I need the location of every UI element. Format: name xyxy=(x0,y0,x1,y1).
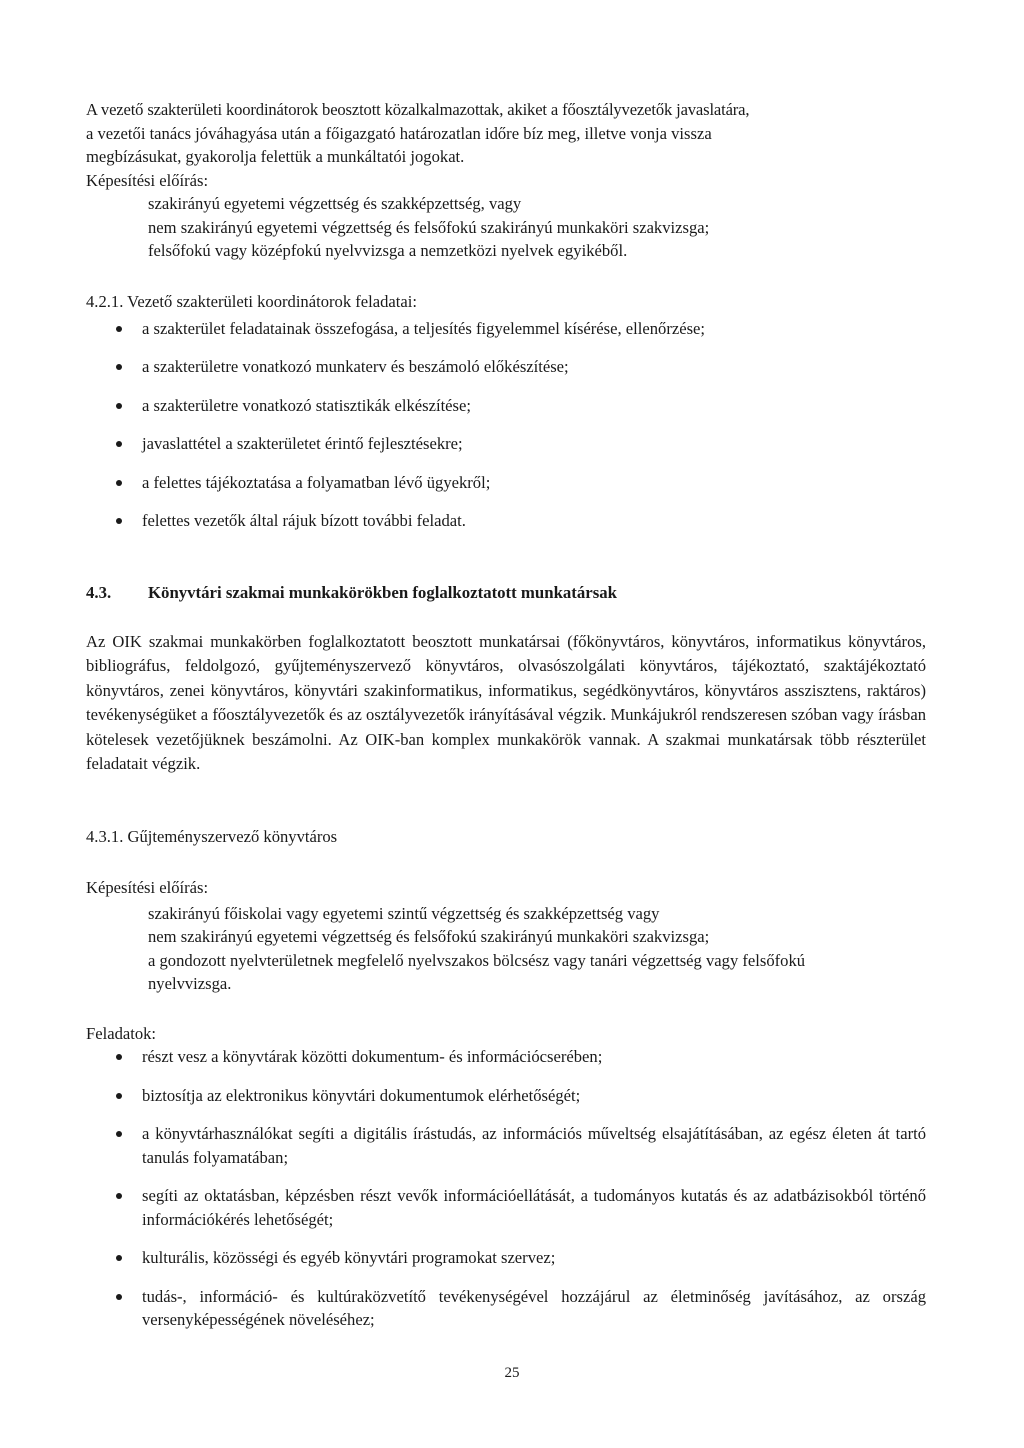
list-item: a könyvtárhasználókat segíti a digitális írástudás, az információs műveltség elsajátításában, az egész életen át tartó tanulás folyamatában; xyxy=(114,1122,926,1169)
section-number: 4.3. xyxy=(86,583,112,602)
section-4-3-1-qualification xyxy=(86,876,924,996)
list-item: a szakterület feladatainak összefogása, a teljesítés figyelemmel kísérése, ellenőrzése; xyxy=(114,317,924,341)
qualification-line: nem szakirányú egyetemi végzettség és felsőfokú szakirányú munkaköri szakvizsga; xyxy=(148,927,710,946)
qualification-label: Képesítési előírás: xyxy=(86,170,209,190)
list-item: felettes vezetők által rájuk bízott további feladat. xyxy=(114,509,924,533)
qualification-label: Képesítési előírás: xyxy=(86,878,209,897)
page-number: 25 xyxy=(504,1365,520,1381)
intro-paragraph xyxy=(86,98,924,263)
section-title: 4.2.1. Vezető szakterületi koordinátorok feladatai: xyxy=(86,292,417,311)
list-item: biztosítja az elektronikus könyvtári dokumentumok elérhetőségét; xyxy=(114,1084,926,1108)
qualification-list xyxy=(86,192,924,263)
list-item: kulturális, közösségi és egyéb könyvtári programokat szervez; xyxy=(114,1246,926,1270)
intro-line: A vezető szakterületi koordinátorok beosztott közalkalmazottak, akiket a főosztályvezetők javaslatára, xyxy=(86,100,750,119)
section-4-3-paragraph: Az OIK szakmai munkakörben foglalkoztatott beosztott munkatársai (főkönyvtáros, könyvtáros, informatikus könyvtáros, bibliográfus, feldolgozó, gyűjteményszervező könyvtáros, olvasószolgálati könyvtáros, tájékoztató, szaktájékoztató könyvtáros, zenei könyvtáros, könyvtári szakinformatikus, informatikus, segédkönyvtáros, könyvtáros asszisztens, raktáros) tevékenységüket a főosztályvezetők és az osztályvezetők irányításával végzik. Munkájukról rendszeresen szóban vagy írásban kötelesek vezetőjüknek beszámolni. Az OIK-ban komplex munkakörök vannak. A szakmai munkatársak több részterület feladatait végzik. xyxy=(86,632,926,774)
section-4-2-1 xyxy=(86,290,924,533)
qualification-line: a gondozott nyelvterületnek megfelelő nyelvszakos bölcsész vagy tanári végzettség vagy felsőfokú nyelvvizsga. xyxy=(148,950,806,993)
qualification-line: szakirányú egyetemi végzettség és szakképzettség, vagy xyxy=(148,194,522,213)
tasks-label: Feladatok: xyxy=(86,1024,157,1043)
list-item: a szakterületre vonatkozó statisztikák elkészítése; xyxy=(114,394,924,418)
tasks-list xyxy=(114,1045,926,1332)
section-title: Könyvtári szakmai munkakörökben foglalkoztatott munkatársak xyxy=(148,583,617,602)
list-item: javaslattétel a szakterületet érintő fejlesztésekre; xyxy=(114,432,924,456)
intro-line: a vezetői tanács jóváhagyása után a főigazgató határozatlan időre bíz meg, illetve vonja vissza xyxy=(86,123,712,143)
qualification-line: felsőfokú vagy középfokú nyelvvizsga a nemzetközi nyelvek egyikéből. xyxy=(148,241,628,260)
list-item: tudás-, információ- és kultúraközvetítő tevékenységével hozzájárul az életminőség javításához, az ország versenyképességének növeléséhez; xyxy=(114,1285,926,1332)
section-4-3-heading xyxy=(86,581,924,605)
section-4-3-1-title: 4.3.1. Gűjteményszervező könyvtáros xyxy=(86,827,338,846)
list-item: részt vesz a könyvtárak közötti dokumentum- és információcserében; xyxy=(114,1045,926,1069)
task-list xyxy=(114,317,924,533)
intro-line: megbízásukat, gyakorolja felettük a munkáltatói jogokat. xyxy=(86,147,465,166)
qualification-line: szakirányú főiskolai vagy egyetemi szintű végzettség és szakképzettség vagy xyxy=(148,903,660,923)
qualification-line: nem szakirányú egyetemi végzettség és felsőfokú szakirányú munkaköri szakvizsga; xyxy=(148,217,710,237)
list-item: a szakterületre vonatkozó munkaterv és beszámoló előkészítése; xyxy=(114,355,924,379)
list-item: a felettes tájékoztatása a folyamatban lévő ügyekről; xyxy=(114,471,924,495)
list-item: segíti az oktatásban, képzésben részt vevők információellátását, a tudományos kutatás és az adatbázisokból történő információkérés lehetőségét; xyxy=(114,1184,926,1231)
qualification-list xyxy=(86,902,878,996)
